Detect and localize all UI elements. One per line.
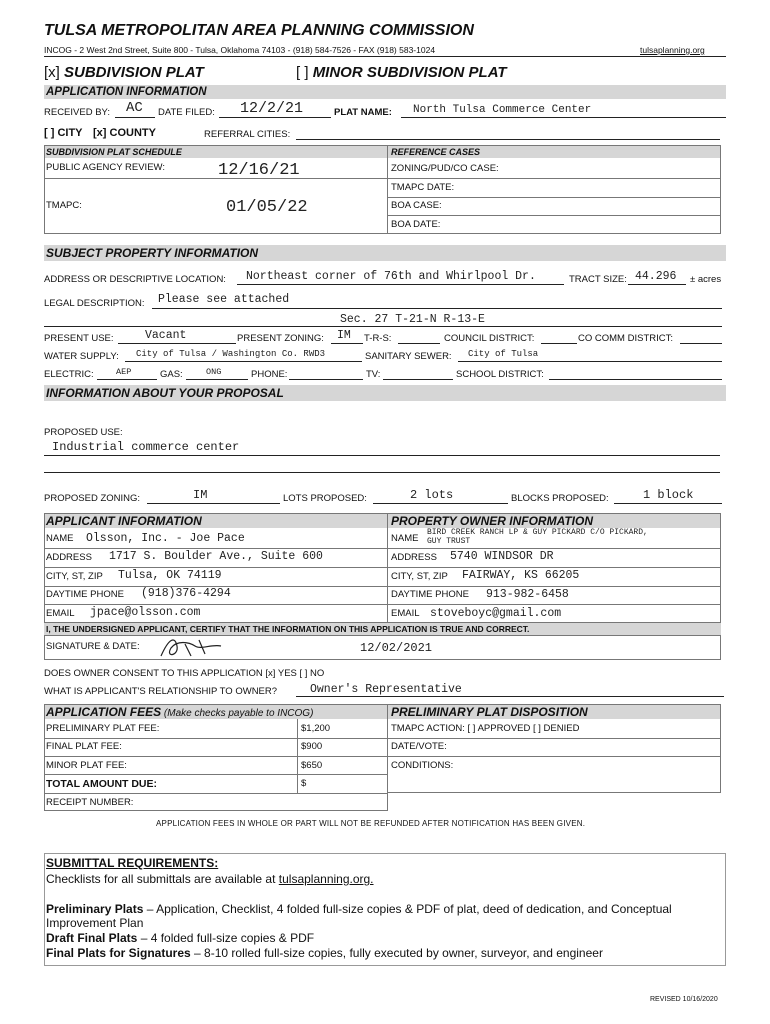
fee-row-final-label: FINAL PLAT FEE: (46, 741, 122, 752)
co-comm-district-label: CO COMM DISTRICT: (578, 333, 673, 344)
blocks-proposed-field[interactable]: 1 block (643, 488, 694, 502)
subdivision-plat-checkbox[interactable] (44, 64, 204, 81)
fee-row-preliminary-amount: $1,200 (301, 723, 331, 734)
fee-row-total-label: TOTAL AMOUNT DUE: (46, 778, 158, 790)
proposed-zoning-label: PROPOSED ZONING: (44, 493, 141, 504)
city-checkbox[interactable]: [ ] CITY (44, 127, 83, 139)
proposed-use-field[interactable]: Industrial commerce center (52, 440, 240, 454)
owner-consent-question[interactable]: DOES OWNER CONSENT TO THIS APPLICATION [x] YES [ ] NO (44, 668, 325, 679)
fee-row-minor-label: MINOR PLAT FEE: (46, 760, 127, 771)
applicant-city-label: CITY, ST, ZIP (46, 571, 103, 582)
signature-label: SIGNATURE & DATE: (46, 641, 140, 652)
form-title: TULSA METROPOLITAN AREA PLANNING COMMISSION (44, 22, 474, 39)
minor-subdivision-checkbox[interactable] (296, 64, 507, 81)
council-district-label: COUNCIL DISTRICT: (444, 333, 535, 344)
tv-label: TV: (366, 369, 381, 380)
refund-note: APPLICATION FEES IN WHOLE OR PART WILL NOT BE REFUNDED AFTER NOTIFICATION HAS BEEN GIVEN. (156, 819, 586, 828)
county-checkbox[interactable]: [x] COUNTY (93, 127, 156, 139)
plat-name-field[interactable]: North Tulsa Commerce Center (413, 104, 592, 116)
owner-name-field[interactable] (427, 528, 648, 546)
boa-case-label: BOA CASE: (391, 200, 442, 211)
minor-check: [ ] (296, 64, 309, 81)
subdivision-plat-label: SUBDIVISION PLAT (64, 64, 204, 81)
receipt-number-label: RECEIPT NUMBER: (46, 797, 134, 808)
fee-row-preliminary-label: PRELIMINARY PLAT FEE: (46, 723, 160, 734)
applicant-name-field[interactable]: Olsson, Inc. - Joe Pace (86, 532, 245, 545)
agency-address: INCOG - 2 West 2nd Street, Suite 800 - Tulsa, Oklahoma 74103 - (918) 584-7526 - FAX (918) 583-1024 (44, 45, 436, 55)
applicant-address-label: ADDRESS (46, 552, 92, 563)
date-vote-label: DATE/VOTE: (391, 741, 447, 752)
applicant-heading: APPLICANT INFORMATION (46, 514, 202, 528)
owner-phone-field[interactable]: 913-982-6458 (486, 588, 569, 601)
present-zoning-field[interactable]: IM (337, 329, 351, 342)
subject-property-heading: SUBJECT PROPERTY INFORMATION (46, 246, 259, 260)
fees-payable-note: (Make checks payable to INCOG) (163, 708, 314, 719)
submittal-heading: SUBMITTAL REQUIREMENTS: (46, 856, 219, 870)
relationship-field[interactable]: Owner's Representative (310, 683, 462, 696)
final-signatures-text: – 8-10 rolled full-size copies, fully executed by owner, surveyor, and engineer (194, 946, 603, 960)
owner-address-label: ADDRESS (391, 552, 437, 563)
sanitary-sewer-label: SANITARY SEWER: (365, 351, 452, 362)
legal-description-field[interactable]: Please see attached (158, 293, 290, 306)
applicant-phone-field[interactable]: (918)376-4294 (141, 587, 231, 600)
electric-field[interactable]: AEP (116, 367, 132, 377)
present-use-field[interactable]: Vacant (145, 329, 187, 342)
trs-label: T-R-S: (364, 333, 392, 344)
draft-final-label: Draft Final Plats (46, 931, 138, 945)
certification-statement: I, THE UNDERSIGNED APPLICANT, CERTIFY THAT THE INFORMATION ON THIS APPLICATION IS TRUE AND CORRECT. (46, 624, 530, 634)
applicant-name-label: NAME (46, 533, 74, 544)
tmapc-date[interactable]: 01/05/22 (226, 198, 308, 217)
section-township-range[interactable]: Sec. 27 T-21-N R-13-E (340, 313, 485, 326)
fees-heading: APPLICATION FEES (46, 705, 162, 719)
applicant-phone-label: DAYTIME PHONE (46, 589, 124, 600)
lots-proposed-field[interactable]: 2 lots (410, 488, 454, 502)
reference-heading: REFERENCE CASES (391, 147, 481, 157)
owner-city-field[interactable]: FAIRWAY, KS 66205 (462, 569, 580, 582)
final-signatures-req (46, 946, 603, 960)
draft-final-req (46, 931, 314, 945)
draft-final-text: – 4 folded full-size copies & PDF (140, 931, 315, 945)
tmapc-label: TMAPC: (46, 200, 82, 211)
address-field[interactable]: Northeast corner of 76th and Whirlpool Dr. (246, 270, 536, 283)
blocks-proposed-label: BLOCKS PROPOSED: (511, 493, 609, 504)
water-supply-field[interactable]: City of Tulsa / Washington Co. RWD3 (136, 349, 326, 359)
school-district-label: SCHOOL DISTRICT: (456, 369, 544, 380)
disposition-heading: PRELIMINARY PLAT DISPOSITION (391, 705, 588, 719)
applicant-city-field[interactable]: Tulsa, OK 74119 (118, 569, 222, 582)
preliminary-plats-req (46, 902, 728, 930)
legal-description-label: LEGAL DESCRIPTION: (44, 298, 145, 309)
water-supply-label: WATER SUPPLY: (44, 351, 119, 362)
referral-cities-label: REFERRAL CITIES: (204, 129, 291, 140)
owner-email-field[interactable]: stoveboyc@gmail.com (430, 607, 562, 620)
preliminary-plats-label: Preliminary Plats (46, 902, 144, 916)
received-by-field[interactable]: AC (126, 100, 143, 116)
fees-heading-wrap (46, 705, 313, 719)
received-by-label: RECEIVED BY: (44, 107, 110, 118)
website-link[interactable]: tulsaplanning.org (640, 45, 705, 55)
owner-heading: PROPERTY OWNER INFORMATION (391, 514, 594, 528)
boa-date-label: BOA DATE: (391, 219, 441, 230)
electric-label: ELECTRIC: (44, 369, 94, 380)
relationship-label: WHAT IS APPLICANT'S RELATIONSHIP TO OWNER? (44, 686, 278, 697)
date-filed-field[interactable]: 12/2/21 (240, 100, 304, 117)
fee-row-final-amount: $900 (301, 741, 323, 752)
plat-name-label: PLAT NAME: (334, 107, 392, 118)
owner-phone-label: DAYTIME PHONE (391, 589, 469, 600)
conditions-label: CONDITIONS: (391, 760, 454, 771)
fee-row-minor-amount: $650 (301, 760, 323, 771)
signature-image (155, 634, 235, 660)
tract-size-label: TRACT SIZE: (569, 274, 627, 285)
present-use-label: PRESENT USE: (44, 333, 114, 344)
applicant-email-label: EMAIL (46, 608, 75, 619)
proposed-zoning-field[interactable]: IM (193, 488, 208, 502)
applicant-email-field[interactable]: jpace@olsson.com (90, 606, 201, 619)
zoning-case-label: ZONING/PUD/CO CASE: (391, 163, 499, 174)
owner-address-field[interactable]: 5740 WINDSOR DR (450, 550, 554, 563)
minor-subdivision-label: MINOR SUBDIVISION PLAT (312, 64, 507, 81)
owner-email-label: EMAIL (391, 608, 420, 619)
owner-city-label: CITY, ST, ZIP (391, 571, 448, 582)
present-zoning-label: PRESENT ZONING: (237, 333, 324, 344)
tract-size-field[interactable]: 44.296 (635, 270, 677, 283)
schedule-heading: SUBDIVISION PLAT SCHEDULE (46, 147, 182, 157)
final-signatures-label: Final Plats for Signatures (46, 946, 191, 960)
public-review-date[interactable]: 12/16/21 (218, 161, 300, 180)
checklist-prefix: Checklists for all submittals are available at (46, 872, 276, 886)
subdivision-check: [x] (44, 64, 60, 81)
signature-date-field[interactable]: 12/02/2021 (360, 641, 433, 655)
preliminary-plats-text: – Application, Checklist, 4 folded full-size copies & PDF of plat, deed of dedication, and Conceptual Improvement Plan (46, 902, 672, 930)
public-review-label: PUBLIC AGENCY REVIEW: (46, 162, 165, 173)
phone-utility-label: PHONE: (251, 369, 288, 380)
sanitary-sewer-field[interactable]: City of Tulsa (468, 349, 539, 359)
application-info-heading: APPLICATION INFORMATION (46, 86, 207, 98)
gas-label: GAS: (160, 369, 183, 380)
tmapc-action[interactable]: TMAPC ACTION: [ ] APPROVED [ ] DENIED (391, 723, 580, 734)
gas-field[interactable]: ONG (206, 367, 222, 377)
address-label: ADDRESS OR DESCRIPTIVE LOCATION: (44, 274, 226, 285)
owner-name-line1: BIRD CREEK RANCH LP & GUY PICKARD C/O PICKARD, (427, 528, 648, 537)
applicant-address-field[interactable]: 1717 S. Boulder Ave., Suite 600 (109, 550, 323, 563)
owner-name-label: NAME (391, 533, 419, 544)
revised-date: REVISED 10/16/2020 (650, 996, 718, 1003)
proposed-use-label: PROPOSED USE: (44, 427, 123, 438)
acres-label: ± acres (690, 274, 722, 285)
checklist-line (46, 872, 374, 886)
date-filed-label: DATE FILED: (158, 107, 215, 118)
owner-name-line2: GUY TRUST (427, 537, 471, 546)
proposal-heading: INFORMATION ABOUT YOUR PROPOSAL (46, 386, 284, 400)
lots-proposed-label: LOTS PROPOSED: (283, 493, 367, 504)
fee-row-total-amount[interactable]: $ (301, 778, 307, 789)
checklist-link[interactable]: tulsaplanning.org. (278, 872, 374, 886)
tmapc-date-label: TMAPC DATE: (391, 182, 455, 193)
